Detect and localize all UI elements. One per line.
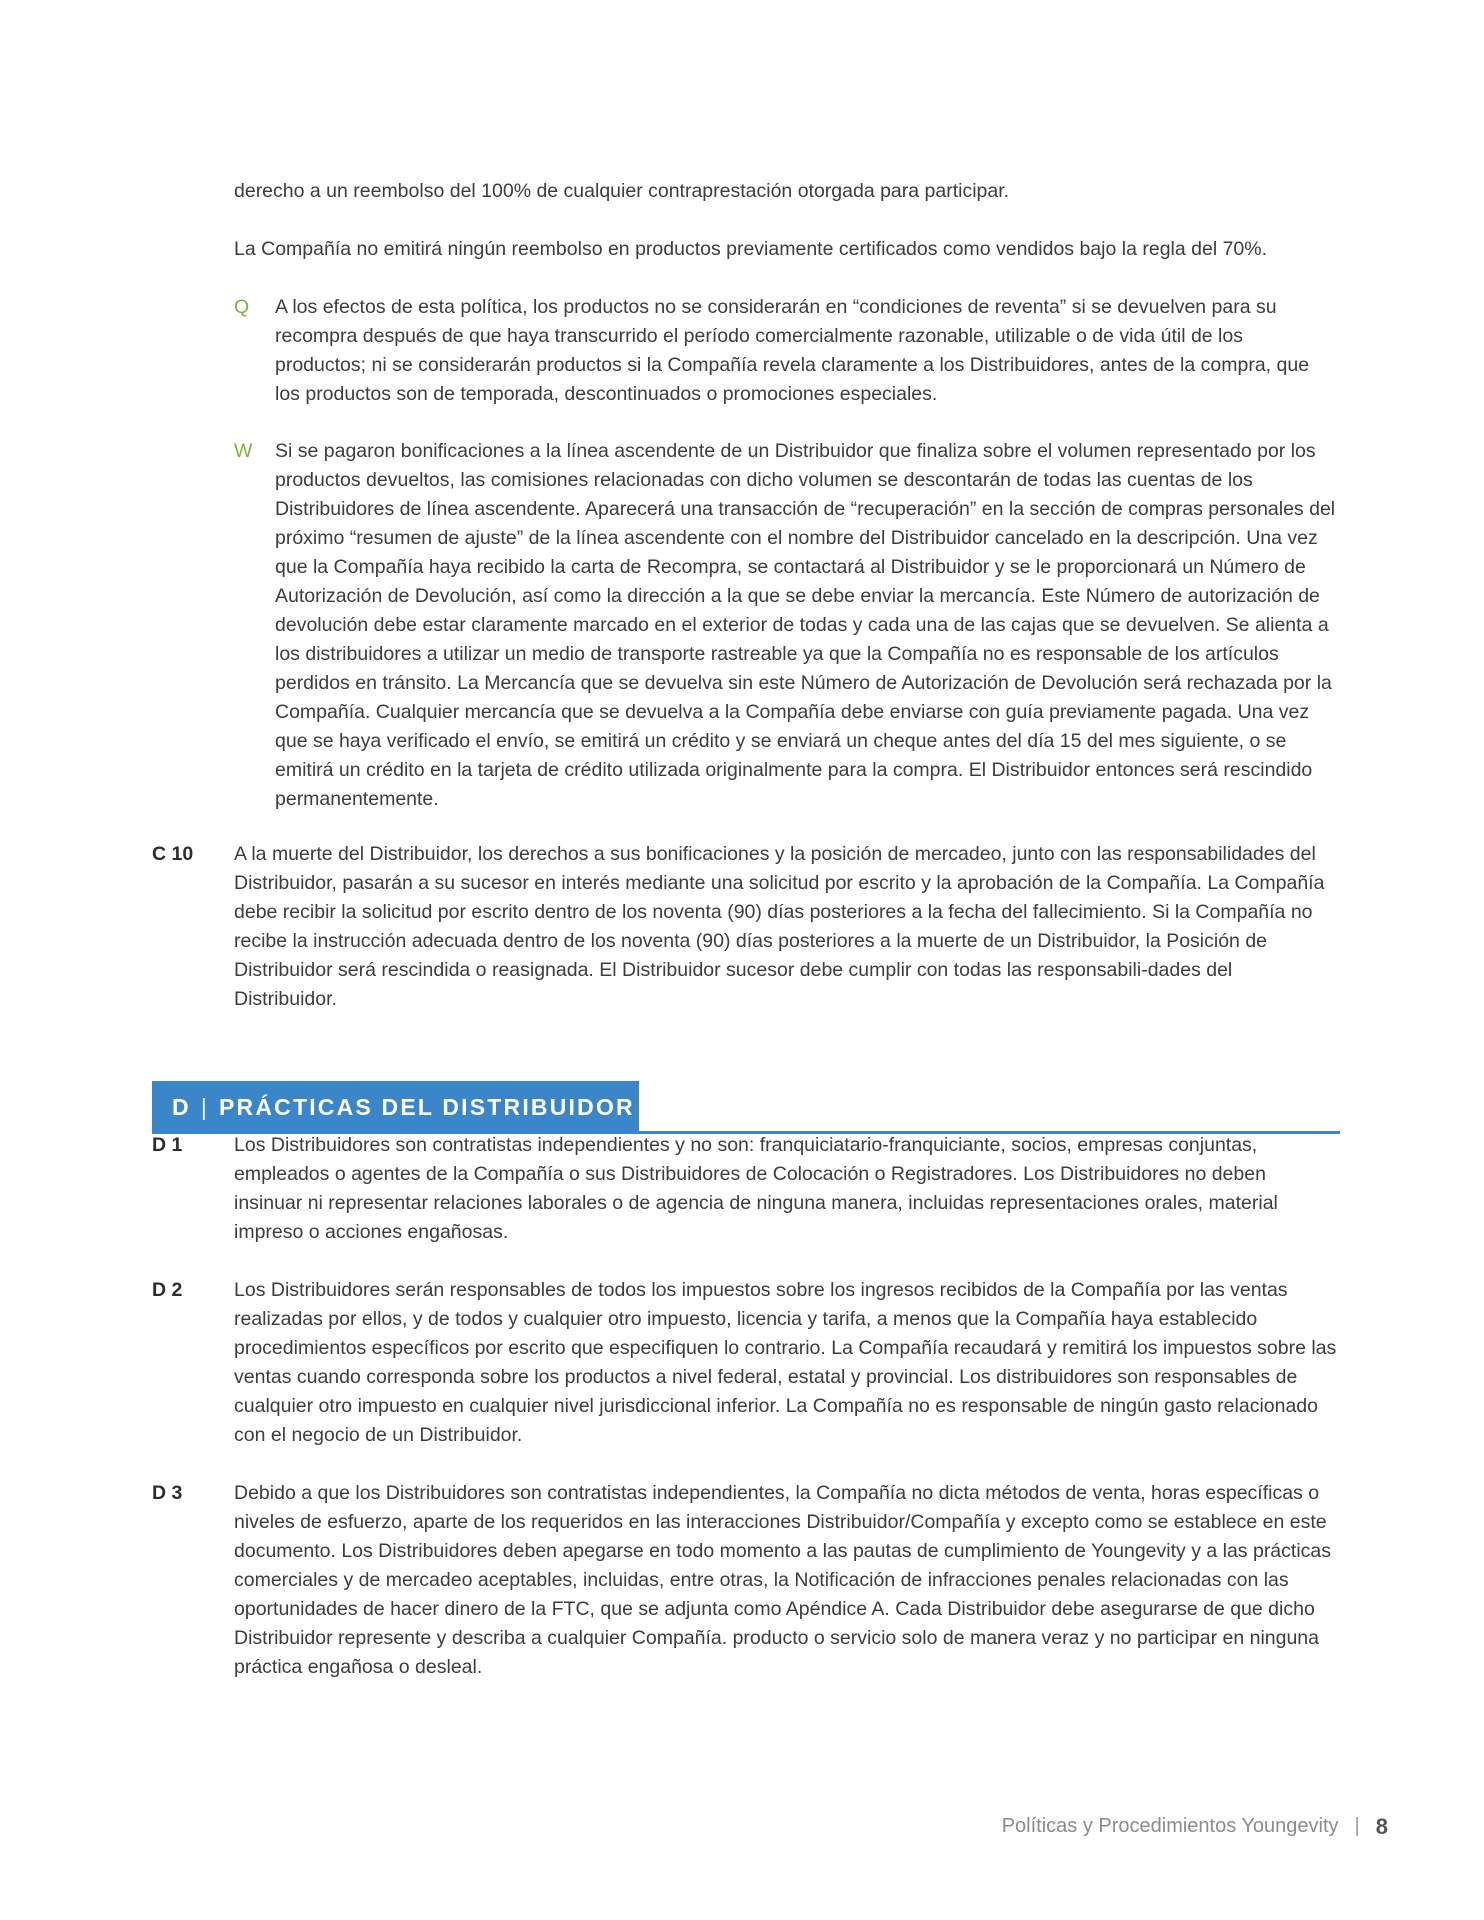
subitem-text: Si se pagaron bonificaciones a la línea ascendente de un Distribuidor que finaliza sobre el volumen representado por los productos devueltos, las comisiones relacionadas con dicho volumen se descontarán de todas las cuentas de los Distribuidores de línea ascendente. Aparecerá una transacción de “recuperación” en la sección de compras personales del próximo “resumen de ajuste” de la línea ascendente con el nombre del Distribuidor cancelado en la descripción. Una vez que la Compañía haya recibido la carta de Recompra, se contactará al Distribuidor y se le proporcionará un Número de Autorización de Devolución, así como la dirección a la que se debe enviar la mercancía. Este Número de autorización de devolución debe estar claramente marcado en el exterior de todas y cada una de las cajas que se devuelven. Se alienta a los distribuidores a utilizar un medio de transporte rastreable ya que la Compañía no es responsable de los artículos perdidos en tránsito. La Mercancía que se devuelva sin este Número de Autorización de Devolución será rechazada por la Compañía. Cualquier mercancía que se devuelva a la Compañía debe enviarse con guía previamente pagada. Una vez que se haya verificado el envío, se emitirá un crédito y se enviará un cheque antes del día 15 del mes siguiente, o se emitirá un crédito en la tarjeta de crédito utilizada originalmente para la compra. El Distribuidor entonces será rescindido permanentemente. bbox=[275, 440, 1336, 810]
section-divider: | bbox=[200, 1094, 209, 1120]
subitem-marker: W bbox=[234, 440, 253, 462]
intro-line-1: derecho a un reembolso del 100% de cualquier contraprestación otorgada para participar. bbox=[234, 180, 1010, 202]
section-letter: D bbox=[172, 1094, 191, 1120]
page-footer bbox=[1002, 1812, 1388, 1841]
section-d1 bbox=[152, 1131, 1338, 1247]
section-title: PRÁCTICAS DEL DISTRIBUIDOR bbox=[219, 1094, 635, 1120]
intro-line-2: La Compañía no emitirá ningún reembolso en productos previamente certificados como vendidos bajo la regla del 70%. bbox=[234, 238, 1268, 260]
footer-separator: | bbox=[1354, 1815, 1360, 1837]
section-text: Los Distribuidores son contratistas independientes y no son: franquiciatario-franquiciante, socios, empresas conjuntas, empleados o agentes de la Compañía o sus Distribuidores de Colocación o Registradores. Los Distribuidores no deben insinuar ni representar relaciones laborales o de agencia de ninguna manera, incluidas representaciones orales, material impreso o acciones engañosas. bbox=[234, 1134, 1278, 1243]
section-d3 bbox=[152, 1479, 1338, 1682]
subitem-text: A los efectos de esta política, los productos no se considerarán en “condiciones de reventa” si se devuelven para su recompra después de que haya transcurrido el período comercialmente razonable, utilizable o de vida útil de los productos; ni se considerarán productos si la Compañía revela claramente a los Distribuidores, antes de la compra, que los productos son de temporada, descontinuados o promociones especiales. bbox=[275, 296, 1310, 405]
subitem-w bbox=[234, 437, 1338, 814]
section-label: C 10 bbox=[152, 843, 194, 865]
section-text: Los Distribuidores serán responsables de todos los impuestos sobre los ingresos recibidos de la Compañía por las ventas realizadas por ellos, y de todos y cualquier otro impuesto, licencia y tarifa, a menos que la Compañía haya establecido procedimientos específicos por escrito que especifiquen lo contrario. La Compañía recaudará y remitirá los impuestos sobre las ventas cuando corresponda sobre los productos a nivel federal, estatal y provincial. Los distribuidores son responsables de cualquier otro impuesto en cualquier nivel jurisdiccional inferior. La Compañía no es responsable de ningún gasto relacionado con el negocio de un Distribuidor. bbox=[234, 1279, 1337, 1446]
section-c10 bbox=[152, 840, 1338, 1014]
footer-title: Políticas y Procedimientos Youngevity bbox=[1001, 1815, 1339, 1837]
subitem-q bbox=[234, 293, 1338, 409]
section-text: Debido a que los Distribuidores son contratistas independientes, la Compañía no dicta métodos de venta, horas específicas o niveles de esfuerzo, aparte de los requeridos en las interacciones Distribuidor/Compañía y excepto como se establece en este documento. Los Distribuidores deben apegarse en todo momento a las pautas de cumplimiento de Youngevity y a las prácticas comerciales y de mercadeo aceptables, incluidas, entre otras, la Notificación de infracciones penales relacionadas con las oportunidades de hacer dinero de la FTC, que se adjunta como Apéndice A. Cada Distribuidor debe asegurarse de que dicho Distribuidor represente y describa a cualquier Compañía. producto o servicio solo de manera veraz y no participar en ninguna práctica engañosa o desleal. bbox=[234, 1482, 1331, 1678]
section-text: A la muerte del Distribuidor, los derechos a sus bonificaciones y la posición de mercadeo, junto con las responsabilidades del Distribuidor, pasarán a su sucesor en interés mediante una solicitud por escrito y la aprobación de la Compañía. La Compañía debe recibir la solicitud por escrito dentro de los noventa (90) días posteriores a la fecha del fallecimiento. Si la Compañía no recibe la instrucción adecuada dentro de los noventa (90) días posteriores a la muerte de un Distribuidor, la Posición de Distribuidor será rescindida o reasignada. El Distribuidor sucesor debe cumplir con todas las responsabili-dades del Distribuidor. bbox=[234, 843, 1325, 1010]
section-d2 bbox=[152, 1276, 1338, 1450]
section-label: D 1 bbox=[152, 1134, 183, 1156]
subitem-marker: Q bbox=[234, 296, 250, 318]
section-label: D 2 bbox=[152, 1279, 183, 1301]
section-header-band bbox=[152, 1081, 639, 1134]
section-label: D 3 bbox=[152, 1482, 183, 1504]
page-number: 8 bbox=[1375, 1814, 1388, 1839]
